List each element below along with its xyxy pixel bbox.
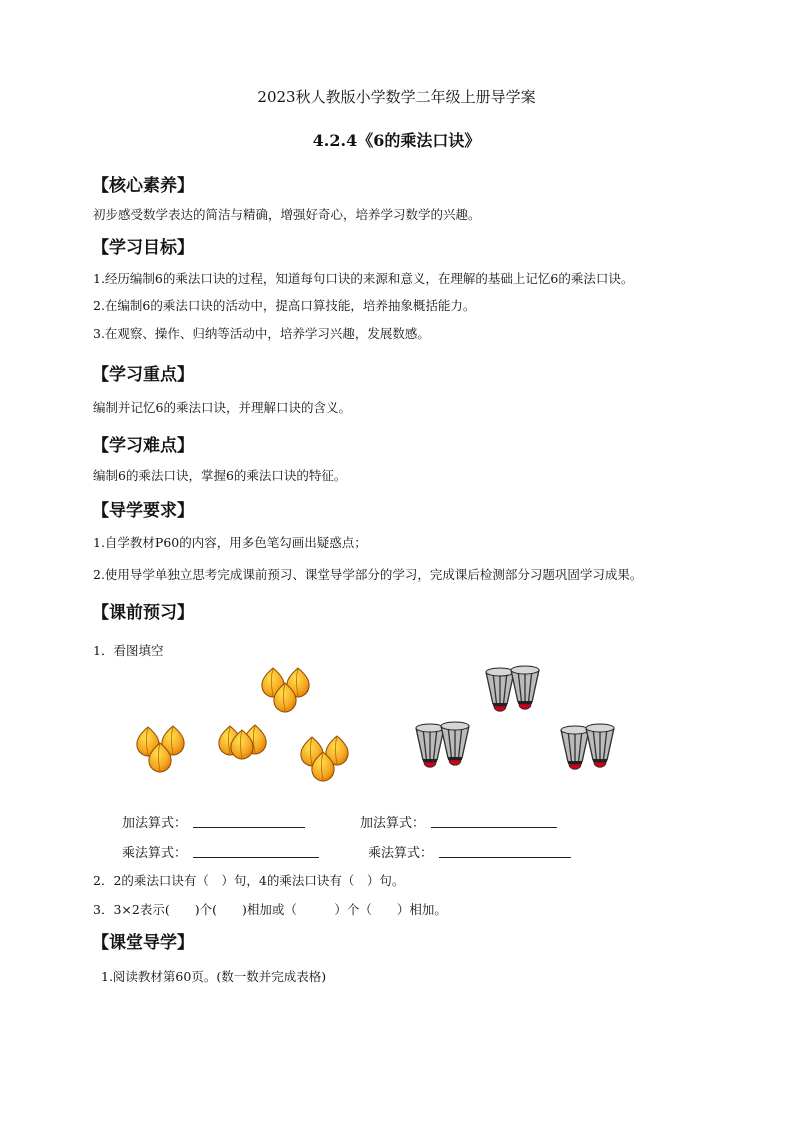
requirement-item-2: 2.使用导学单独立思考完成课前预习、课堂导学部分的学习，完成课后检测部分习题巩固学习成果。 bbox=[93, 567, 643, 582]
preview-q2: 2．2的乘法口诀有（ ）句，4的乘法口诀有（ ）句。 bbox=[93, 873, 405, 888]
mul-answer-line-left[interactable] bbox=[193, 857, 319, 858]
lesson-title: 4.2.4《6的乘法口诀》 bbox=[312, 131, 481, 150]
requirement-item-1: 1.自学教材P60的内容，用多色笔勾画出疑惑点； bbox=[93, 535, 367, 550]
heading-goals: 【学习目标】 bbox=[92, 238, 194, 258]
add-answer-line-left[interactable] bbox=[193, 827, 305, 828]
shuttlecock-icon bbox=[511, 666, 539, 709]
peach-group-3 bbox=[262, 668, 309, 712]
mul-label-left: 乘法算式： bbox=[122, 846, 188, 861]
mul-answer-line-right[interactable] bbox=[439, 857, 571, 858]
heading-preview: 【课前预习】 bbox=[92, 603, 194, 623]
shuttlecock-icon bbox=[586, 724, 614, 767]
peach-group-1 bbox=[137, 726, 184, 772]
goal-item-3: 3.在观察、操作、归纳等活动中，培养学习兴趣，发展数感。 bbox=[93, 326, 430, 341]
shuttlecock-group-2 bbox=[486, 666, 539, 711]
core-text: 初步感受数学表达的简洁与精确，增强好奇心，培养学习数学的兴趣。 bbox=[93, 207, 481, 222]
add-label-right: 加法算式： bbox=[360, 816, 426, 831]
add-answer-line-right[interactable] bbox=[431, 827, 557, 828]
heading-requirements: 【导学要求】 bbox=[92, 501, 194, 521]
goal-item-1: 1.经历编制6的乘法口诀的过程，知道每句口诀的来源和意义，在理解的基础上记忆6的乘法口诀。 bbox=[93, 271, 634, 286]
shuttlecock-icon bbox=[561, 726, 589, 769]
class-q1: 1.阅读教材第60页。(数一数并完成表格) bbox=[101, 969, 327, 984]
heading-difficult: 【学习难点】 bbox=[92, 436, 194, 456]
heading-core: 【核心素养】 bbox=[92, 176, 194, 196]
goal-item-2: 2.在编制6的乘法口诀的活动中，提高口算技能，培养抽象概括能力。 bbox=[93, 298, 476, 313]
shuttlecock-group-1 bbox=[416, 722, 469, 767]
shuttlecock-group-3 bbox=[561, 724, 614, 769]
preview-q3: 3．3×2表示( )个( )相加或（ ）个（ ）相加。 bbox=[93, 902, 447, 917]
mul-label-right: 乘法算式： bbox=[368, 846, 434, 861]
shuttlecock-icon bbox=[486, 668, 514, 711]
shuttlecock-icon bbox=[416, 724, 444, 767]
heading-class: 【课堂导学】 bbox=[92, 933, 194, 953]
key-text: 编制并记忆6的乘法口诀，并理解口诀的含义。 bbox=[93, 400, 351, 415]
shuttlecock-icon bbox=[441, 722, 469, 765]
heading-key: 【学习重点】 bbox=[92, 365, 194, 385]
peach-group-4 bbox=[301, 736, 348, 781]
peach-group-2 bbox=[219, 725, 266, 759]
add-label-left: 加法算式： bbox=[122, 816, 188, 831]
doc-title: 2023秋人教版小学数学二年级上册导学案 bbox=[257, 88, 536, 106]
preview-q1: 1．看图填空 bbox=[93, 643, 164, 658]
difficult-text: 编制6的乘法口诀，掌握6的乘法口诀的特征。 bbox=[93, 468, 347, 483]
